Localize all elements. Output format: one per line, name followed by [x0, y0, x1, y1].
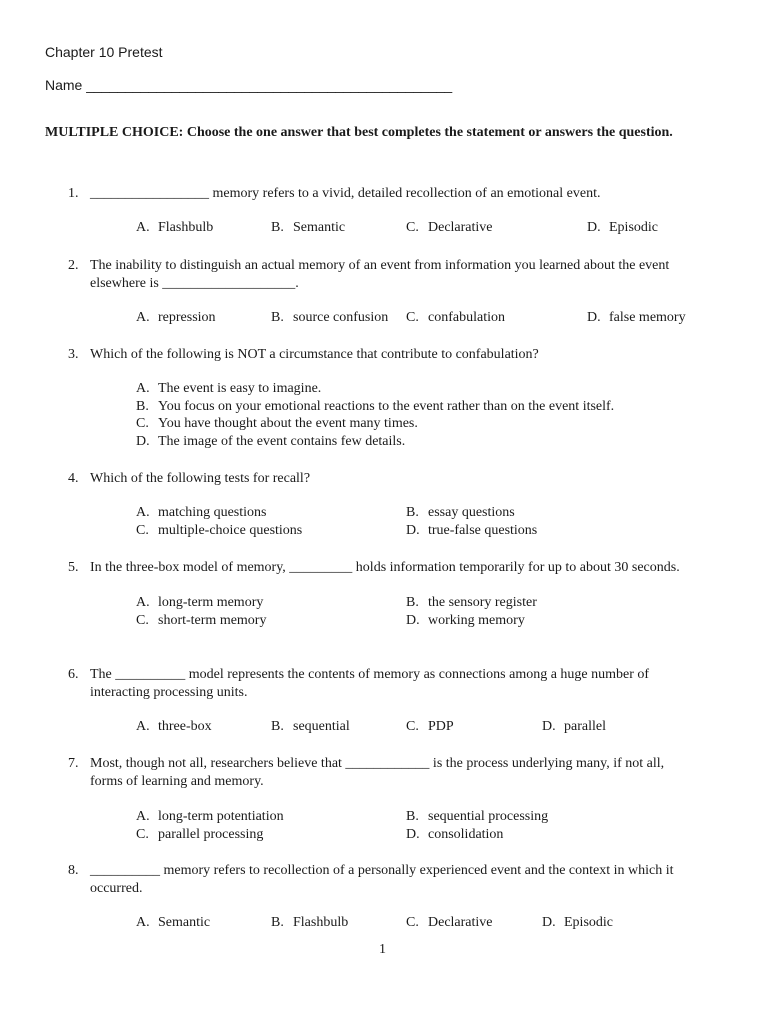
option-text: Episodic [564, 915, 613, 930]
option-text: Episodic [609, 220, 658, 235]
option-b [136, 399, 614, 415]
option-letter: D. [542, 719, 556, 734]
option-letter: A. [136, 220, 150, 235]
option-text: Flashbulb [158, 220, 214, 235]
question-stem: The inability to distinguish an actual memory of an event from information you learned about the event [90, 258, 670, 273]
option-text: matching questions [158, 505, 267, 520]
option-letter: C. [136, 827, 149, 842]
option-c [406, 220, 493, 236]
option-c [136, 613, 266, 629]
option-letter: B. [136, 399, 149, 414]
option-a [136, 719, 212, 735]
instructions: MULTIPLE CHOICE: Choose the one answer that best completes the statement or answers the question. [45, 125, 673, 140]
option-text: three-box [158, 719, 212, 734]
option-d [542, 719, 606, 735]
option-text: sequential [293, 719, 350, 734]
option-text: Declarative [428, 220, 493, 235]
option-c [136, 523, 302, 539]
question-number: 2. [68, 258, 79, 273]
option-letter: C. [136, 613, 149, 628]
option-b [406, 809, 548, 825]
option-b [271, 719, 350, 735]
question-stem-continued: occurred. [90, 881, 143, 896]
question-number: 8. [68, 863, 79, 878]
option-b [271, 220, 345, 236]
option-text: false memory [609, 310, 686, 325]
option-letter: D. [406, 613, 420, 628]
question-number: 6. [68, 667, 79, 682]
option-c [406, 310, 505, 326]
option-text: sequential processing [428, 809, 549, 824]
option-a [136, 220, 213, 236]
option-letter: B. [271, 915, 284, 930]
option-letter: C. [406, 310, 419, 325]
option-text: long-term memory [158, 595, 264, 610]
option-letter: A. [136, 505, 150, 520]
question-stem-continued: forms of learning and memory. [90, 774, 264, 789]
option-text: true-false questions [428, 523, 538, 538]
question-number: 5. [68, 560, 79, 575]
option-text: confabulation [428, 310, 505, 325]
option-letter: A. [136, 595, 150, 610]
name-field-line: Name _______________________________________________ [45, 77, 453, 93]
option-c [136, 827, 263, 843]
option-d [406, 613, 525, 629]
option-b [406, 595, 537, 611]
option-a [136, 505, 267, 521]
question-stem: In the three-box model of memory, _________ holds information temporarily for up to about 30 seconds. [90, 560, 680, 575]
question-stem: __________ memory refers to recollection of a personally experienced event and the context in which it [90, 863, 674, 878]
option-c [406, 915, 493, 931]
option-text: The image of the event contains few details. [158, 434, 406, 449]
option-letter: D. [587, 310, 601, 325]
option-text: Flashbulb [293, 915, 349, 930]
option-d [136, 434, 405, 450]
option-text: long-term potentiation [158, 809, 284, 824]
question-stem-continued: interacting processing units. [90, 685, 248, 700]
page-title: Chapter 10 Pretest [45, 44, 163, 60]
question-stem: _________________ memory refers to a vivid, detailed recollection of an emotional event. [90, 186, 601, 201]
option-text: the sensory register [428, 595, 537, 610]
option-text: Semantic [293, 220, 346, 235]
option-a [136, 310, 216, 326]
option-letter: D. [587, 220, 601, 235]
option-a [136, 915, 210, 931]
option-b [271, 915, 348, 931]
option-letter: D. [136, 434, 150, 449]
page-number: 1 [379, 942, 386, 957]
option-letter: C. [406, 220, 419, 235]
question-number: 1. [68, 186, 79, 201]
option-letter: B. [406, 809, 419, 824]
option-text: consolidation [428, 827, 504, 842]
option-letter: B. [271, 220, 284, 235]
question-number: 4. [68, 471, 79, 486]
option-a [136, 595, 263, 611]
option-d [406, 827, 503, 843]
option-letter: A. [136, 381, 150, 396]
option-text: essay questions [428, 505, 515, 520]
option-text: You have thought about the event many times. [158, 416, 418, 431]
option-a [136, 809, 284, 825]
option-text: source confusion [293, 310, 389, 325]
question-stem-continued: elsewhere is ___________________. [90, 276, 299, 291]
option-letter: B. [406, 595, 419, 610]
option-text: parallel [564, 719, 606, 734]
option-letter: D. [406, 827, 420, 842]
option-text: You focus on your emotional reactions to the event rather than on the event itself. [158, 399, 615, 414]
question-stem: The __________ model represents the contents of memory as connections among a huge number of [90, 667, 650, 682]
option-text: The event is easy to imagine. [158, 381, 322, 396]
option-letter: B. [406, 505, 419, 520]
option-d [587, 220, 658, 236]
option-c [406, 719, 454, 735]
option-letter: C. [136, 416, 149, 431]
option-c [136, 416, 418, 432]
option-b [271, 310, 388, 326]
question-stem: Which of the following tests for recall? [90, 471, 311, 486]
option-b [406, 505, 515, 521]
option-text: multiple-choice questions [158, 523, 303, 538]
option-letter: B. [271, 310, 284, 325]
question-stem: Most, though not all, researchers believe that ____________ is the process underlying many, if not all, [90, 756, 665, 771]
option-letter: A. [136, 310, 150, 325]
option-text: parallel processing [158, 827, 264, 842]
option-letter: A. [136, 719, 150, 734]
question-number: 7. [68, 756, 79, 771]
question-stem: Which of the following is NOT a circumstance that contribute to confabulation? [90, 347, 539, 362]
option-d [542, 915, 613, 931]
option-text: working memory [428, 613, 525, 628]
option-letter: D. [542, 915, 556, 930]
option-text: PDP [428, 719, 454, 734]
option-d [587, 310, 686, 326]
option-text: short-term memory [158, 613, 267, 628]
option-letter: A. [136, 915, 150, 930]
option-a [136, 381, 321, 397]
option-text: Declarative [428, 915, 493, 930]
option-d [406, 523, 537, 539]
option-letter: C. [136, 523, 149, 538]
option-letter: D. [406, 523, 420, 538]
option-letter: C. [406, 915, 419, 930]
option-text: repression [158, 310, 216, 325]
question-number: 3. [68, 347, 79, 362]
option-letter: A. [136, 809, 150, 824]
option-letter: B. [271, 719, 284, 734]
option-text: Semantic [158, 915, 211, 930]
option-letter: C. [406, 719, 419, 734]
